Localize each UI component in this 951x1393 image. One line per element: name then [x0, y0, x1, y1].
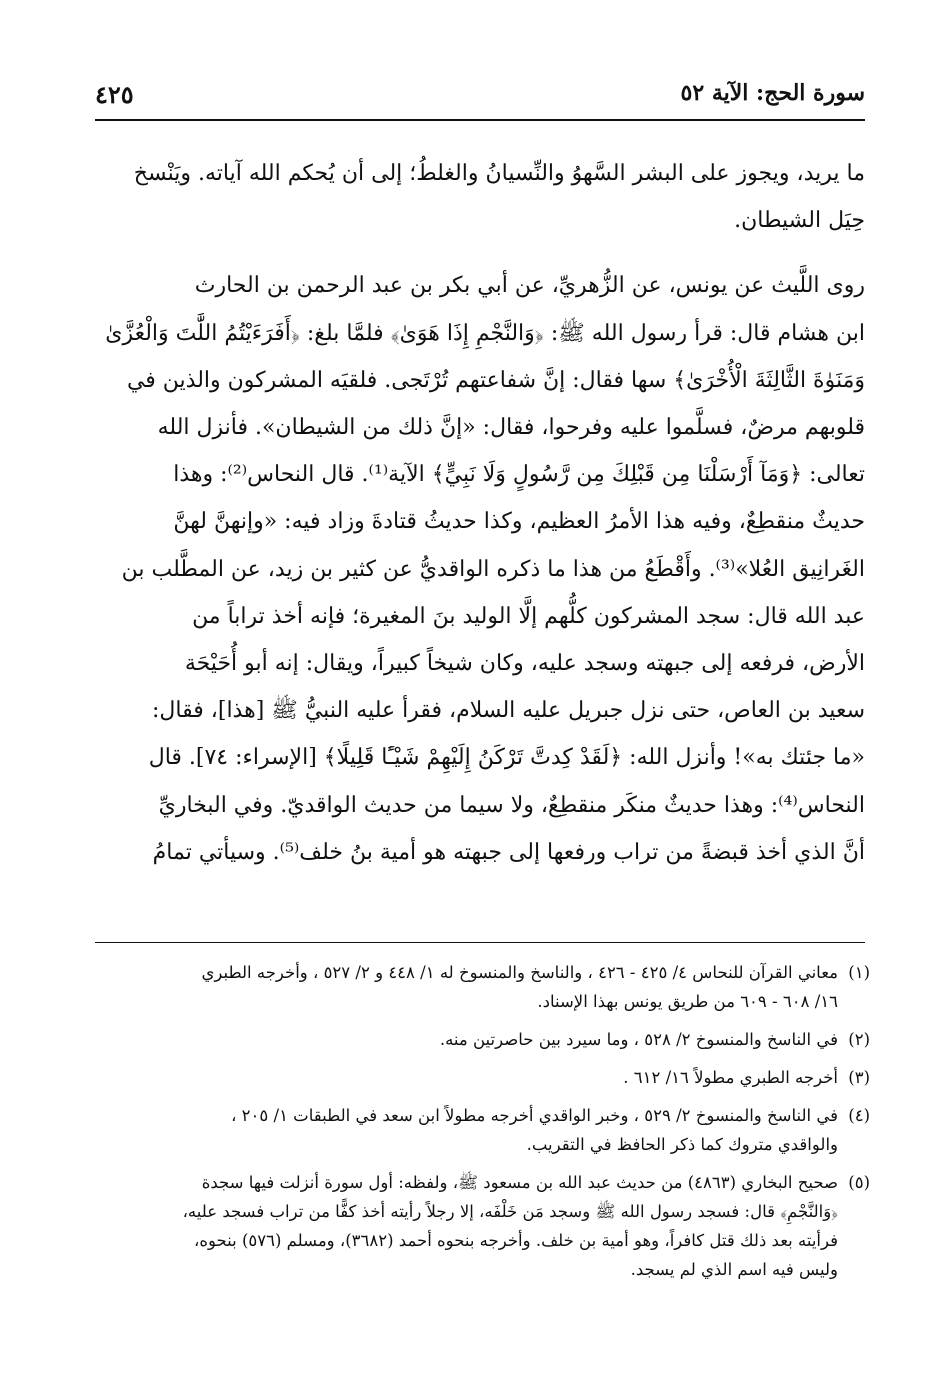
running-title: سورة الحج: الآية ٥٢ — [680, 80, 865, 106]
footnote-line: صحيح البخاري (٤٨٦٣) من حديث عبد الله بن مسعود ﷺ، ولفظه: أول سورة أنزلت فيها سجدة — [201, 1173, 838, 1192]
footnote-line: وليس فيه اسم الذي لم يسجد. — [630, 1260, 838, 1279]
header-rule — [95, 119, 865, 121]
footnote-number: (١) — [848, 963, 870, 982]
footnote-line: في الناسخ والمنسوخ ٢/ ٥٢٩ ، وخبر الواقدي أخرجه مطولاً ابن سعد في الطبقات ١/ ٢٠٥ ، — [231, 1106, 838, 1125]
footnote-number: (٣) — [848, 1068, 870, 1087]
footnote-line: معاني القرآن للنحاس ٤/ ٤٢٥ - ٤٢٦ ، والناسخ والمنسوخ له ١/ ٤٤٨ و ٢/ ٥٢٧ ، وأخرجه الطبري — [201, 963, 838, 982]
text-line: روى اللَّيث عن يونس، عن الزُّهريِّ، عن أبي بكر بن عبد الرحمن بن الحارث — [194, 273, 865, 299]
text-line: الأرض، فرفعه إلى جبهته وسجد عليه، وكان شيخاً كبيراً، ويقال: إنه أبو أُحَيْحَة — [184, 651, 865, 677]
footnote-line: أخرجه الطبري مطولاً ١٦/ ٦١٢ . — [623, 1068, 838, 1087]
text-line: ابن هشام قال: قرأ رسول الله ﷺ: ﴿وَالنَّجْمِ إِذَا هَوَىٰ﴾ فلمَّا بلغ: ﴿أَفَرَءَيْتُمُ اللَّٰتَ وَالْعُزَّىٰ — [105, 320, 865, 346]
footnote-line: فرأيته بعد ذلك قتل كافراً، وهو أمية بن خلف. وأخرجه بنحوه أحمد (٣٦٨٢)، ومسلم (٥٧٦) بنحوه، — [194, 1231, 838, 1250]
text-line: النحاس⁽⁴⁾: وهذا حديثٌ منكَر منقطِعٌ، ولا سيما من حديث الواقديّ. وفي البخاريِّ — [158, 792, 865, 818]
footnote-number: (٢) — [848, 1030, 870, 1049]
text-line: ما يريد، ويجوز على البشر السَّهوُ والنِّسيانُ والغلطُ؛ إلى أن يُحكم الله آياته. ويَنْسخ — [133, 161, 865, 186]
text-line: الغَرانِيق العُلا»⁽³⁾. وأَقْطَعُ من هذا ما ذكره الواقديُّ عن كثير بن زيد، عن المطَّلب بن — [121, 556, 865, 582]
text-line: سعيد بن العاص، حتى نزل جبريل عليه السلام، فقرأ عليه النبيُّ ﷺ [هذا]، فقال: — [152, 698, 865, 724]
paragraph — [95, 262, 865, 876]
footnote-rule — [95, 942, 865, 943]
main-text — [95, 150, 865, 876]
running-header — [95, 78, 865, 118]
page-number: ٤٢٥ — [95, 80, 134, 109]
text-line: «ما جئتك به»! وأنزل الله: ﴿لَقَدْ كِدتَّ تَرْكَنُ إِلَيْهِمْ شَيْـًٔا قَلِيلًا﴾ [الإسراء: ٧٤]. قال — [148, 745, 865, 771]
footnote-number: (٤) — [848, 1106, 870, 1125]
text-line: حديثٌ منقطِعٌ، وفيه هذا الأمرُ العظيم، وكذا حديثُ قتادةَ وزاد فيه: «وإنهنَّ لهنَّ — [173, 509, 865, 535]
footnote-3 — [95, 1063, 870, 1092]
text-line: حِيَل الشيطان. — [734, 208, 865, 234]
footnote-1 — [95, 958, 870, 1016]
paragraph — [95, 150, 865, 244]
footnote-number: (٥) — [848, 1173, 870, 1192]
footnote-5 — [95, 1168, 870, 1284]
footnote-line: ﴿وَالنَّجْمِ﴾ قال: فسجد رسول الله ﷺ وسجد مَن خَلْفَه، إلا رجلاً رأيته أخذ كفًّا من تراب فسجد عليه، — [182, 1202, 838, 1221]
footnote-line: والواقدي متروك كما ذكر الحافظ في التقريب. — [526, 1135, 838, 1154]
text-line: أنَّ الذي أخذ قبضةً من تراب ورفعها إلى جبهته هو أمية بنُ خلف⁽⁵⁾. وسيأتي تمامُ — [152, 839, 865, 865]
text-line: عبد الله قال: سجد المشركون كلُّهم إلَّا الوليد بنَ المغيرة؛ فإنه أخذ تراباً من — [192, 603, 865, 629]
text-line: قلوبهم مرضٌ، فسلَّموا عليه وفرحوا، فقال: «إنَّ ذلك من الشيطان». فأنزل الله — [157, 415, 865, 441]
footnote-2 — [95, 1025, 870, 1054]
footnote-4 — [95, 1101, 870, 1159]
footnotes — [95, 958, 870, 1293]
footnote-line: ١٦/ ٦٠٨ - ٦٠٩ من طريق يونس بهذا الإسناد. — [537, 992, 838, 1011]
text-line: تعالى: ﴿وَمَآ أَرْسَلْنَا مِن قَبْلِكَ مِن رَّسُولٍ وَلَا نَبِيٍّ﴾ الآية⁽¹⁾. قال النحاس⁽²⁾: وهذا — [173, 462, 865, 488]
footnote-line: في الناسخ والمنسوخ ٢/ ٥٢٨ ، وما سيرد بين حاصرتين منه. — [439, 1030, 838, 1049]
text-line: وَمَنَوٰةَ الثَّالِثَةَ الْأُخْرَىٰ﴾ سها فقال: إنَّ شفاعتهم تُرْتَجى. فلقيَه المشركون والذين في — [126, 367, 865, 393]
